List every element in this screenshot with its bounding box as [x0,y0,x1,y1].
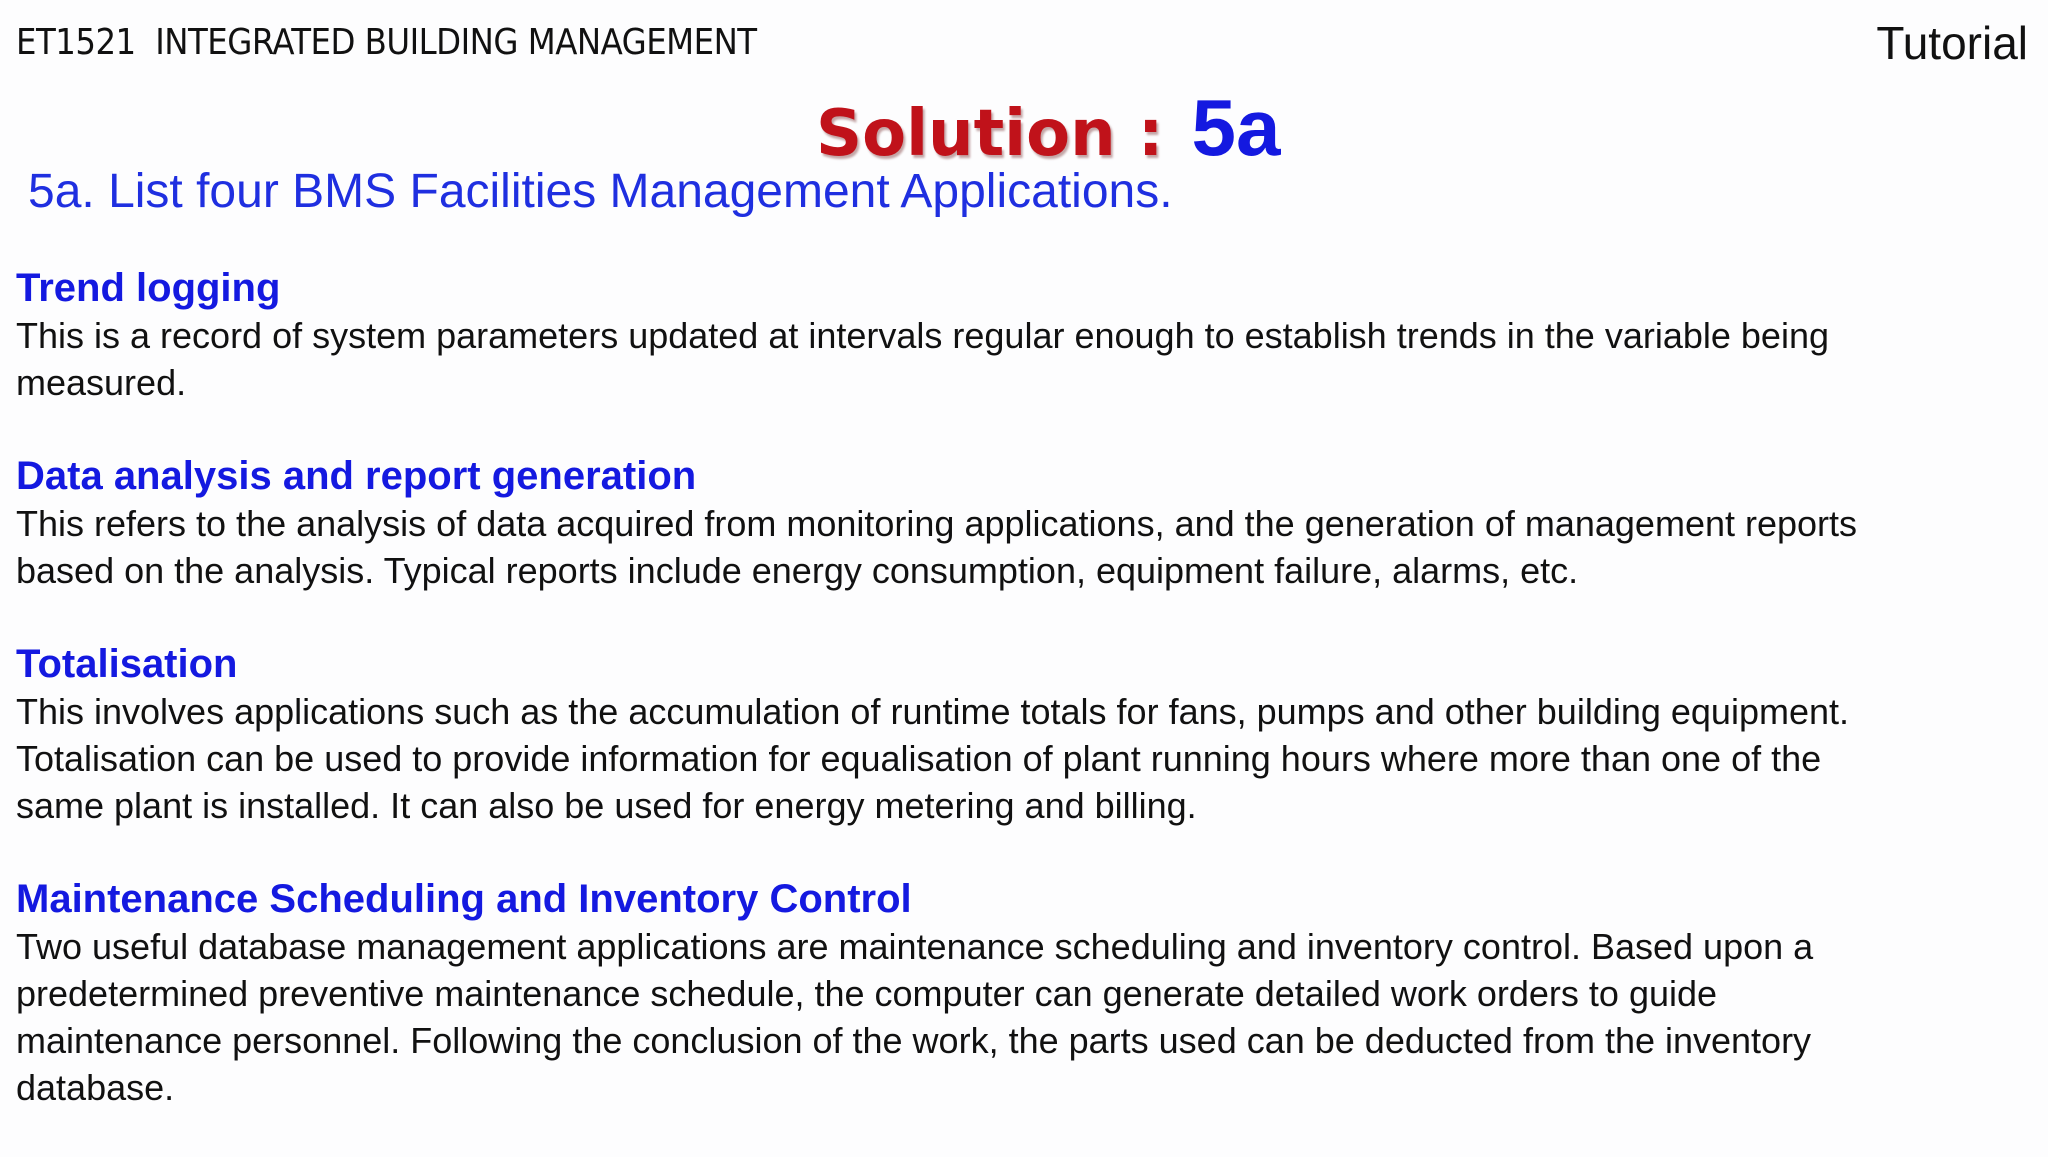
section-body: This involves applications such as the accumulation of runtime totals for fans, pumps and other building equipment. Totalisation can be used to provide information for equalisation of plant running hours where more than one of the same plant is installed. It can also be used for energy metering and billing. [16,691,1850,826]
course-header: ET1521 INTEGRATED BUILDING MANAGEMENT [16,22,757,63]
section-body: Two useful database management applications are maintenance scheduling and inventory control. Based upon a predetermined preventive maintenance schedule, the computer can generate detailed work orders to guide maintenance personnel. Following the conclusion of the work, the parts used can be deducted from the inventory database. [16,926,1814,1108]
solution-word: Solution : [816,97,1164,171]
section-title: Data analysis and report generation [16,454,697,498]
solution-heading [816,82,1280,174]
solution-number: 5a [1191,83,1281,172]
answer-sections [16,264,2016,1157]
section-title: Maintenance Scheduling and Inventory Control [16,877,912,921]
section-trend-logging [16,264,2016,406]
section-title: Totalisation [16,642,238,686]
section-title: Trend logging [16,266,281,310]
section-data-analysis [16,452,2016,594]
section-totalisation [16,640,2016,829]
tutorial-label: Tutorial [1876,17,2028,69]
section-maintenance [16,875,2016,1111]
question-text: 5a. List four BMS Facilities Management Applications. [28,165,1173,218]
section-body: This is a record of system parameters updated at intervals regular enough to establish trends in the variable being measured. [16,315,1829,403]
section-body: This refers to the analysis of data acquired from monitoring applications, and the generation of management reports based on the analysis. Typical reports include energy consumption, equipment failure, alarms, etc. [16,503,1858,591]
